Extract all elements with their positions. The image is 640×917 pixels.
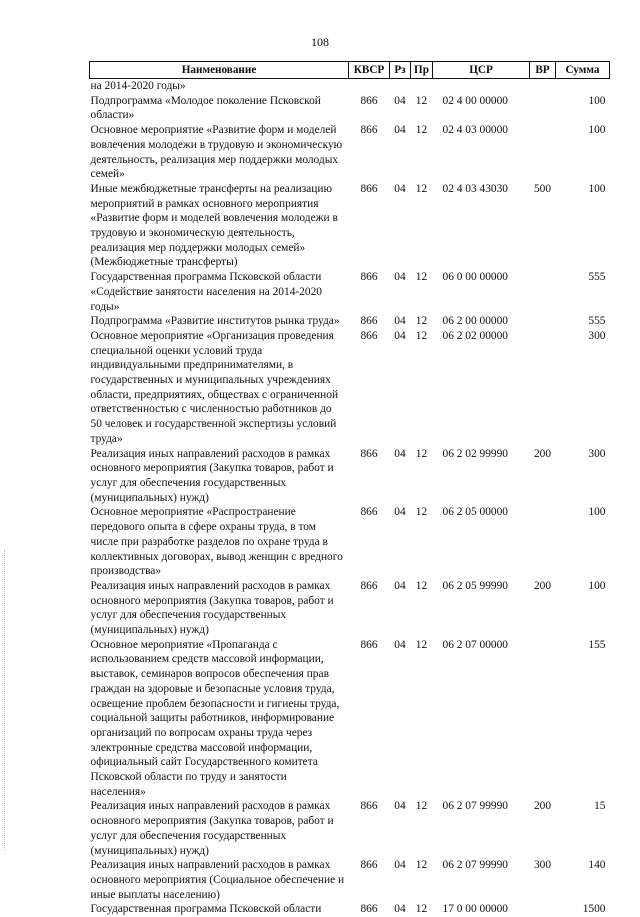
table-body bbox=[90, 79, 610, 917]
row-csr: 06 2 00 00000 bbox=[433, 314, 530, 329]
table-row bbox=[90, 447, 610, 506]
row-vr bbox=[530, 314, 556, 329]
header-row bbox=[90, 62, 610, 79]
row-csr: 06 2 07 00000 bbox=[433, 638, 530, 800]
row-name: Государственная программа Псковской области bbox=[90, 902, 349, 917]
row-name: Государственная программа Псковской области «Содействие занятости населения на 2014-2020 годы» bbox=[90, 270, 349, 314]
row-rz: 04 bbox=[390, 329, 411, 447]
row-name: Основное мероприятие «Организация проведения специальной оценки условий труда индивидуальными предпринимателями, в государственных и муниципальных учреждениях области, предприятиях, обществах с ограниченной ответственностью с численностью работников до 50 человек и государственной экспертизы условий труда» bbox=[90, 329, 349, 447]
row-sum: 100 bbox=[556, 94, 610, 123]
row-kvsr: 866 bbox=[349, 123, 390, 182]
row-pr: 12 bbox=[411, 902, 433, 917]
row-pr: 12 bbox=[411, 858, 433, 902]
row-sum: 15 bbox=[556, 799, 610, 858]
row-vr: 200 bbox=[530, 579, 556, 638]
row-name: Реализация иных направлений расходов в рамках основного мероприятия (Закупка товаров, работ и услуг для обеспечения государственных (муниципальных) нужд) bbox=[90, 447, 349, 506]
row-pr: 12 bbox=[411, 314, 433, 329]
header-csr: ЦСР bbox=[433, 62, 530, 79]
row-csr: 06 2 05 00000 bbox=[433, 505, 530, 579]
row-kvsr: 866 bbox=[349, 858, 390, 902]
row-kvsr: 866 bbox=[349, 902, 390, 917]
table-row bbox=[90, 79, 610, 94]
row-pr: 12 bbox=[411, 123, 433, 182]
row-vr: 500 bbox=[530, 182, 556, 270]
row-sum: 1500 bbox=[556, 902, 610, 917]
row-vr bbox=[530, 79, 556, 94]
row-kvsr: 866 bbox=[349, 447, 390, 506]
row-kvsr bbox=[349, 79, 390, 94]
table-row bbox=[90, 123, 610, 182]
row-vr bbox=[530, 638, 556, 800]
row-vr bbox=[530, 505, 556, 579]
row-csr: 06 0 00 00000 bbox=[433, 270, 530, 314]
table-row bbox=[90, 182, 610, 270]
row-name: Основное мероприятие «Распространение передового опыта в сфере охраны труда, в том числе при разработке разделов по охране труда в коллективных договорах, вывод женщин с вредного производства» bbox=[90, 505, 349, 579]
row-sum: 300 bbox=[556, 447, 610, 506]
row-rz: 04 bbox=[390, 638, 411, 800]
row-sum: 555 bbox=[556, 314, 610, 329]
row-sum: 300 bbox=[556, 329, 610, 447]
header-rz: Рз bbox=[390, 62, 411, 79]
row-rz bbox=[390, 79, 411, 94]
table-row bbox=[90, 329, 610, 447]
row-name: Основное мероприятие «Пропаганда с использованием средств массовой информации, выставок, семинаров вопросов обеспечения прав граждан на здоровые и безопасные условия труда, освещение проблем безопасности и гигиены труда, социальной защиты работников, информирование организаций по вопросам охраны труда через электронные средства массовой информации, официальный сайт Государственного комитета Псковской области по труду и занятости населения» bbox=[90, 638, 349, 800]
row-sum: 140 bbox=[556, 858, 610, 902]
row-csr: 06 2 02 99990 bbox=[433, 447, 530, 506]
page-number: 108 bbox=[0, 35, 640, 49]
table-row bbox=[90, 270, 610, 314]
row-kvsr: 866 bbox=[349, 329, 390, 447]
row-pr: 12 bbox=[411, 579, 433, 638]
row-rz: 04 bbox=[390, 447, 411, 506]
budget-table bbox=[89, 61, 610, 917]
row-vr bbox=[530, 329, 556, 447]
header-sum: Сумма bbox=[556, 62, 610, 79]
row-csr: 06 2 02 00000 bbox=[433, 329, 530, 447]
row-sum: 100 bbox=[556, 579, 610, 638]
row-kvsr: 866 bbox=[349, 638, 390, 800]
row-csr: 02 4 00 00000 bbox=[433, 94, 530, 123]
row-pr: 12 bbox=[411, 182, 433, 270]
header-kvsr: КВСР bbox=[349, 62, 390, 79]
row-sum bbox=[556, 79, 610, 94]
row-vr: 300 bbox=[530, 858, 556, 902]
header-name: Наименование bbox=[90, 62, 349, 79]
row-name: на 2014-2020 годы» bbox=[90, 79, 349, 94]
row-pr bbox=[411, 79, 433, 94]
row-rz: 04 bbox=[390, 505, 411, 579]
row-kvsr: 866 bbox=[349, 314, 390, 329]
row-name: Иные межбюджетные трансферты на реализацию мероприятий в рамках основного мероприятия «Развитие форм и моделей вовлечения молодежи в трудовую и экономическую деятельность, реализация мер поддержки молодых семей» (Межбюджетные трансферты) bbox=[90, 182, 349, 270]
row-vr: 200 bbox=[530, 447, 556, 506]
row-sum: 100 bbox=[556, 182, 610, 270]
row-rz: 04 bbox=[390, 858, 411, 902]
row-sum: 155 bbox=[556, 638, 610, 800]
row-name: Реализация иных направлений расходов в рамках основного мероприятия (Закупка товаров, работ и услуг для обеспечения государственных (муниципальных) нужд) bbox=[90, 579, 349, 638]
row-sum: 555 bbox=[556, 270, 610, 314]
row-csr: 06 2 07 99990 bbox=[433, 858, 530, 902]
header-pr: Пр bbox=[411, 62, 433, 79]
row-vr: 200 bbox=[530, 799, 556, 858]
row-sum: 100 bbox=[556, 123, 610, 182]
row-pr: 12 bbox=[411, 329, 433, 447]
table-row bbox=[90, 505, 610, 579]
row-rz: 04 bbox=[390, 314, 411, 329]
row-kvsr: 866 bbox=[349, 799, 390, 858]
row-pr: 12 bbox=[411, 638, 433, 800]
row-pr: 12 bbox=[411, 447, 433, 506]
scan-edge-mark bbox=[4, 550, 6, 850]
row-name: Подпрограмма «Развитие институтов рынка труда» bbox=[90, 314, 349, 329]
table-row bbox=[90, 314, 610, 329]
row-csr: 06 2 07 99990 bbox=[433, 799, 530, 858]
table-row bbox=[90, 579, 610, 638]
row-rz: 04 bbox=[390, 182, 411, 270]
row-name: Подпрограмма «Молодое поколение Псковской области» bbox=[90, 94, 349, 123]
row-csr: 02 4 03 43030 bbox=[433, 182, 530, 270]
table-row bbox=[90, 638, 610, 800]
row-pr: 12 bbox=[411, 505, 433, 579]
row-rz: 04 bbox=[390, 94, 411, 123]
header-vr: ВР bbox=[530, 62, 556, 79]
row-rz: 04 bbox=[390, 270, 411, 314]
row-sum: 100 bbox=[556, 505, 610, 579]
row-kvsr: 866 bbox=[349, 94, 390, 123]
row-name: Реализация иных направлений расходов в рамках основного мероприятия (Социальное обеспечение и иные выплаты населению) bbox=[90, 858, 349, 902]
row-rz: 04 bbox=[390, 579, 411, 638]
row-kvsr: 866 bbox=[349, 182, 390, 270]
row-pr: 12 bbox=[411, 94, 433, 123]
row-pr: 12 bbox=[411, 799, 433, 858]
row-vr bbox=[530, 94, 556, 123]
row-csr: 17 0 00 00000 bbox=[433, 902, 530, 917]
row-rz: 04 bbox=[390, 123, 411, 182]
table-row bbox=[90, 94, 610, 123]
row-kvsr: 866 bbox=[349, 270, 390, 314]
row-csr: 06 2 05 99990 bbox=[433, 579, 530, 638]
row-kvsr: 866 bbox=[349, 579, 390, 638]
row-csr: 02 4 03 00000 bbox=[433, 123, 530, 182]
row-name: Основное мероприятие «Развитие форм и моделей вовлечения молодежи в трудовую и экономическую деятельность, реализация мер поддержки молодых семей» bbox=[90, 123, 349, 182]
row-rz: 04 bbox=[390, 902, 411, 917]
row-pr: 12 bbox=[411, 270, 433, 314]
table-row bbox=[90, 799, 610, 858]
row-name: Реализация иных направлений расходов в рамках основного мероприятия (Закупка товаров, работ и услуг для обеспечения государственных (муниципальных) нужд) bbox=[90, 799, 349, 858]
row-rz: 04 bbox=[390, 799, 411, 858]
row-vr bbox=[530, 270, 556, 314]
row-vr bbox=[530, 123, 556, 182]
table-header bbox=[90, 62, 610, 79]
table-row bbox=[90, 858, 610, 902]
row-kvsr: 866 bbox=[349, 505, 390, 579]
row-csr bbox=[433, 79, 530, 94]
